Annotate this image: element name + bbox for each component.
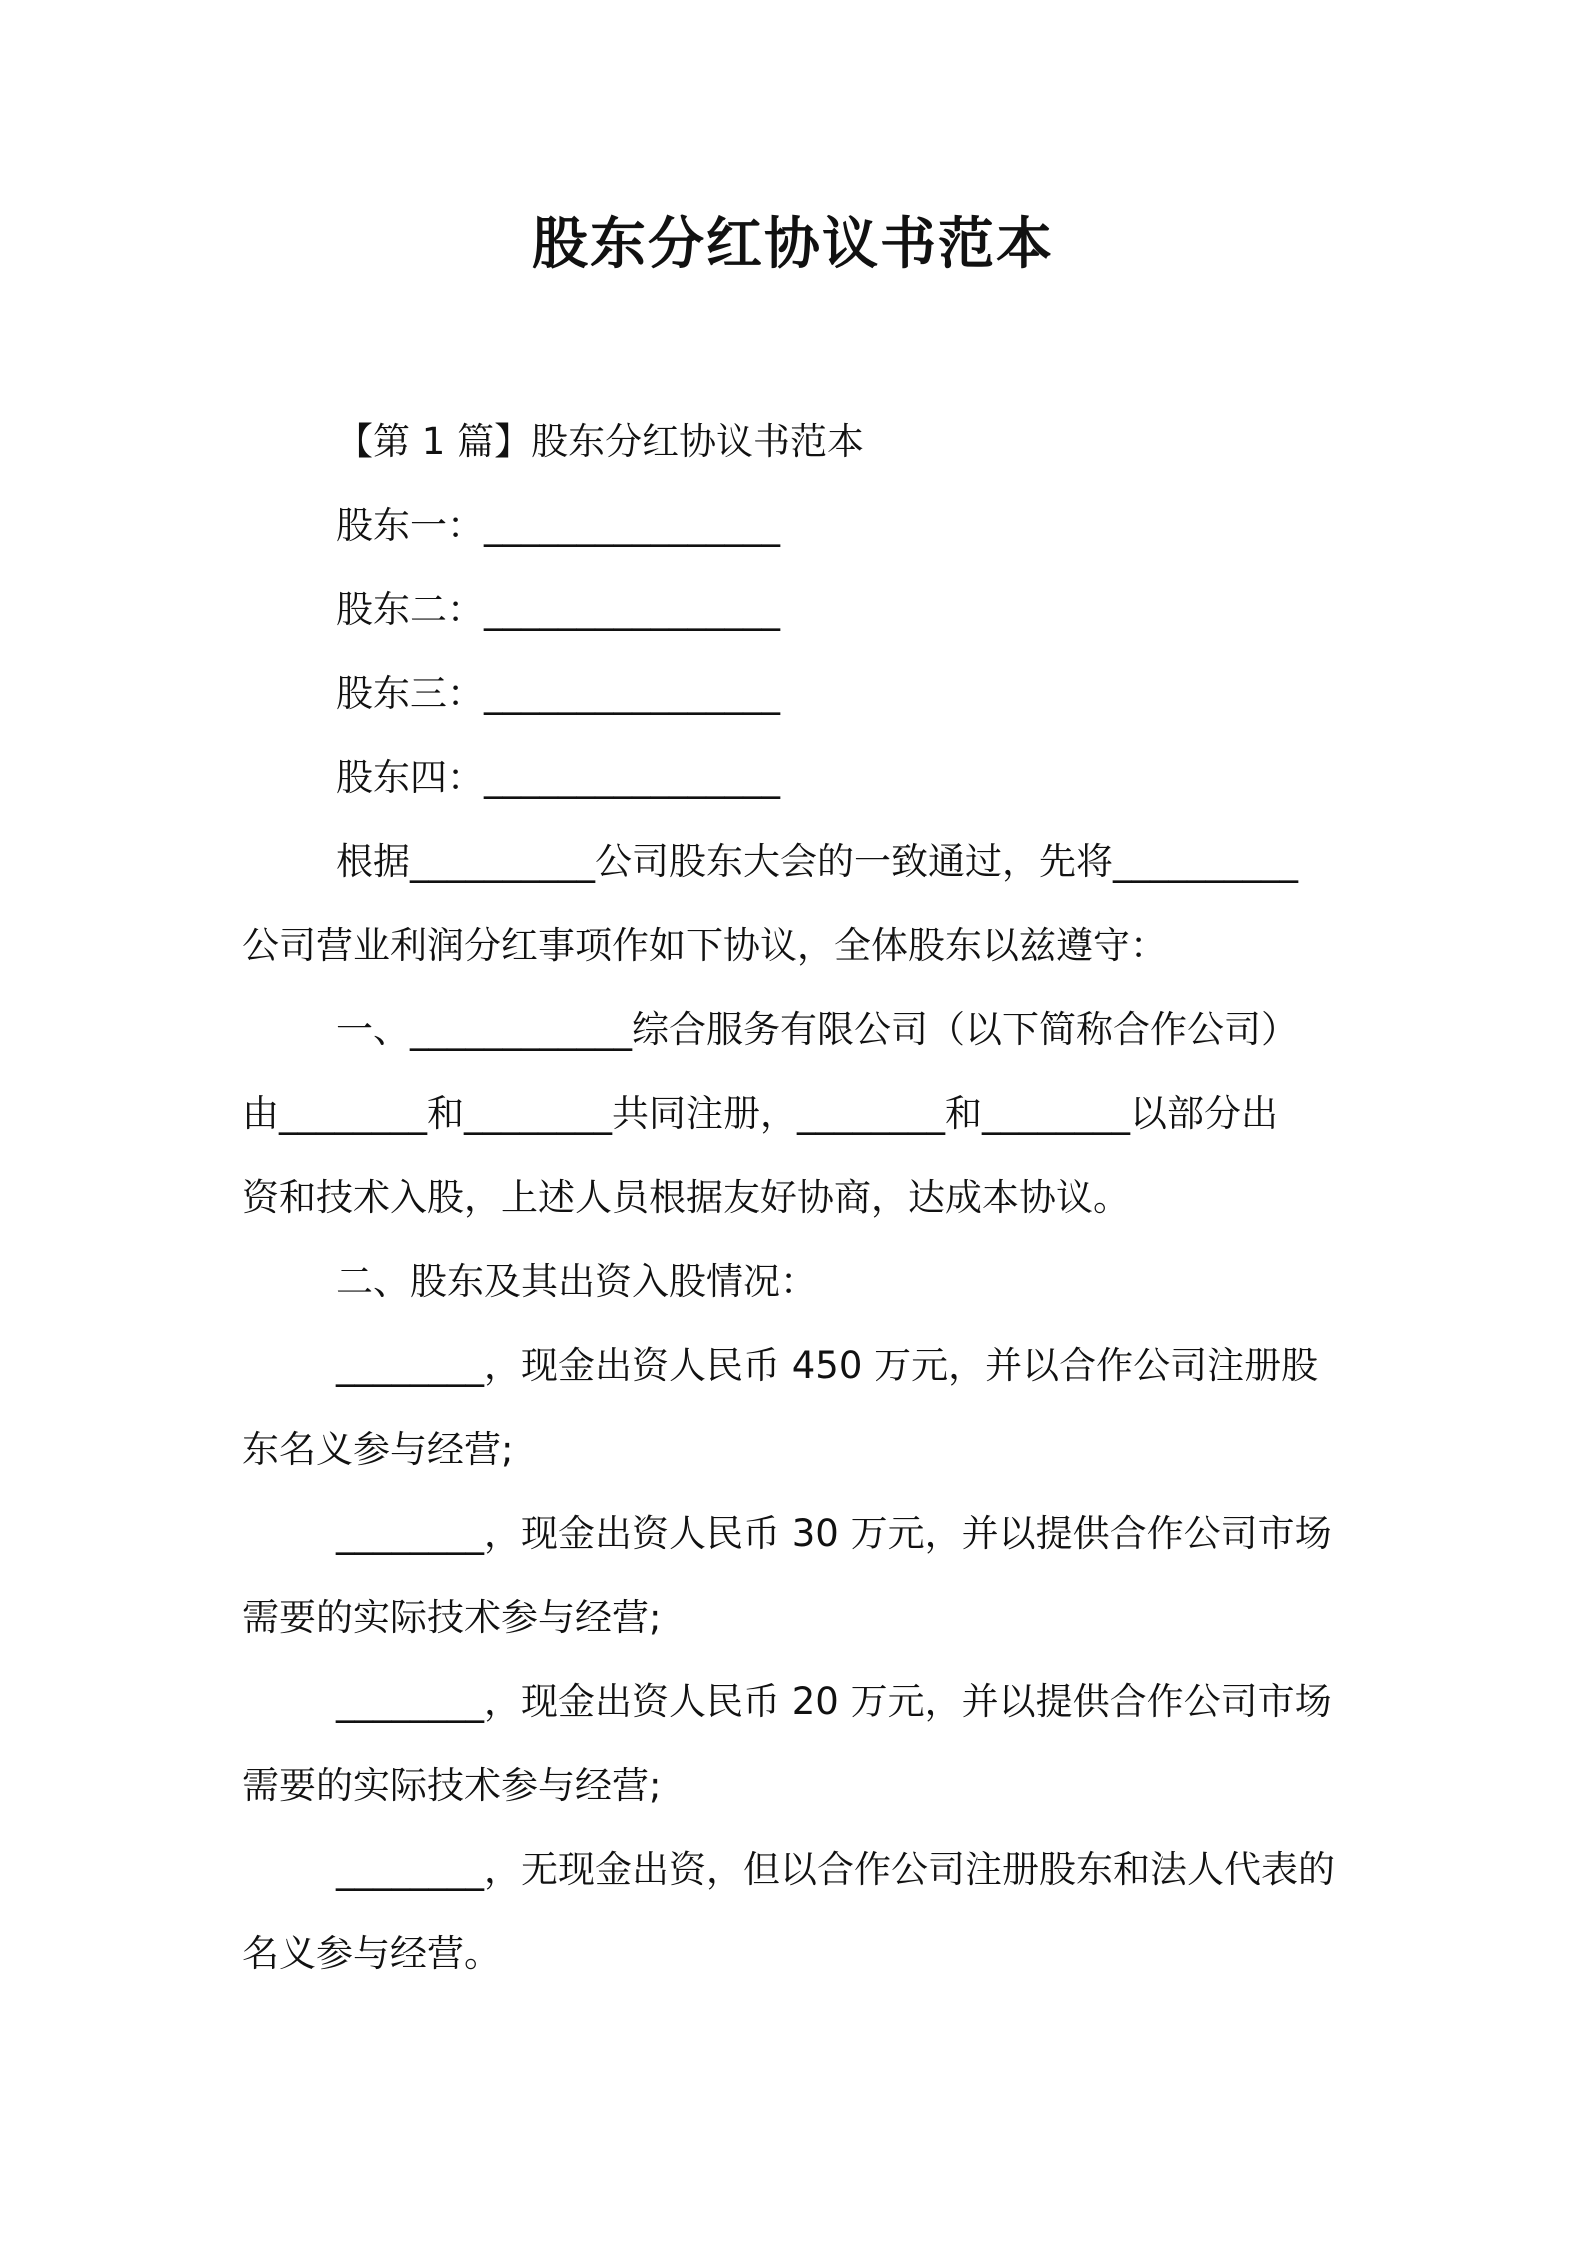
- paragraph-line: 需要的实际技术参与经营;: [242, 1596, 662, 1639]
- paragraph-line: 需要的实际技术参与经营;: [242, 1764, 662, 1807]
- investment-line: ________，无现金出资，但以合作公司注册股东和法人代表的: [336, 1848, 1335, 1891]
- shareholder-two-line: 股东二：________________: [336, 588, 780, 631]
- clause-two-heading: 二、股东及其出资入股情况：: [336, 1260, 817, 1303]
- section-heading: 【第 1 篇】股东分红协议书范本: [336, 420, 865, 463]
- investment-line: ________，现金出资人民币 450 万元，并以合作公司注册股: [336, 1344, 1319, 1387]
- shareholder-three-line: 股东三：________________: [336, 672, 780, 715]
- paragraph-line: 由________和________共同注册，________和________以部分出: [242, 1092, 1278, 1135]
- investment-line: ________，现金出资人民币 30 万元，并以提供合作公司市场: [336, 1512, 1332, 1555]
- paragraph-line: 名义参与经营。: [242, 1932, 501, 1975]
- shareholder-one-line: 股东一：________________: [336, 504, 780, 547]
- document-body: [242, 400, 1357, 1996]
- paragraph-line: 根据__________公司股东大会的一致通过，先将__________: [336, 840, 1298, 883]
- paragraph-line: 东名义参与经营;: [242, 1428, 514, 1471]
- shareholder-four-line: 股东四：________________: [336, 756, 780, 799]
- clause-one-line: 一、____________综合服务有限公司（以下简称合作公司）: [336, 1008, 1298, 1051]
- paragraph-line: 资和技术入股，上述人员根据友好协商，达成本协议。: [242, 1176, 1130, 1219]
- document-title: 股东分红协议书范本: [532, 212, 1054, 277]
- paragraph-line: 公司营业利润分红事项作如下协议，全体股东以兹遵守：: [242, 924, 1167, 967]
- investment-line: ________，现金出资人民币 20 万元，并以提供合作公司市场: [336, 1680, 1332, 1723]
